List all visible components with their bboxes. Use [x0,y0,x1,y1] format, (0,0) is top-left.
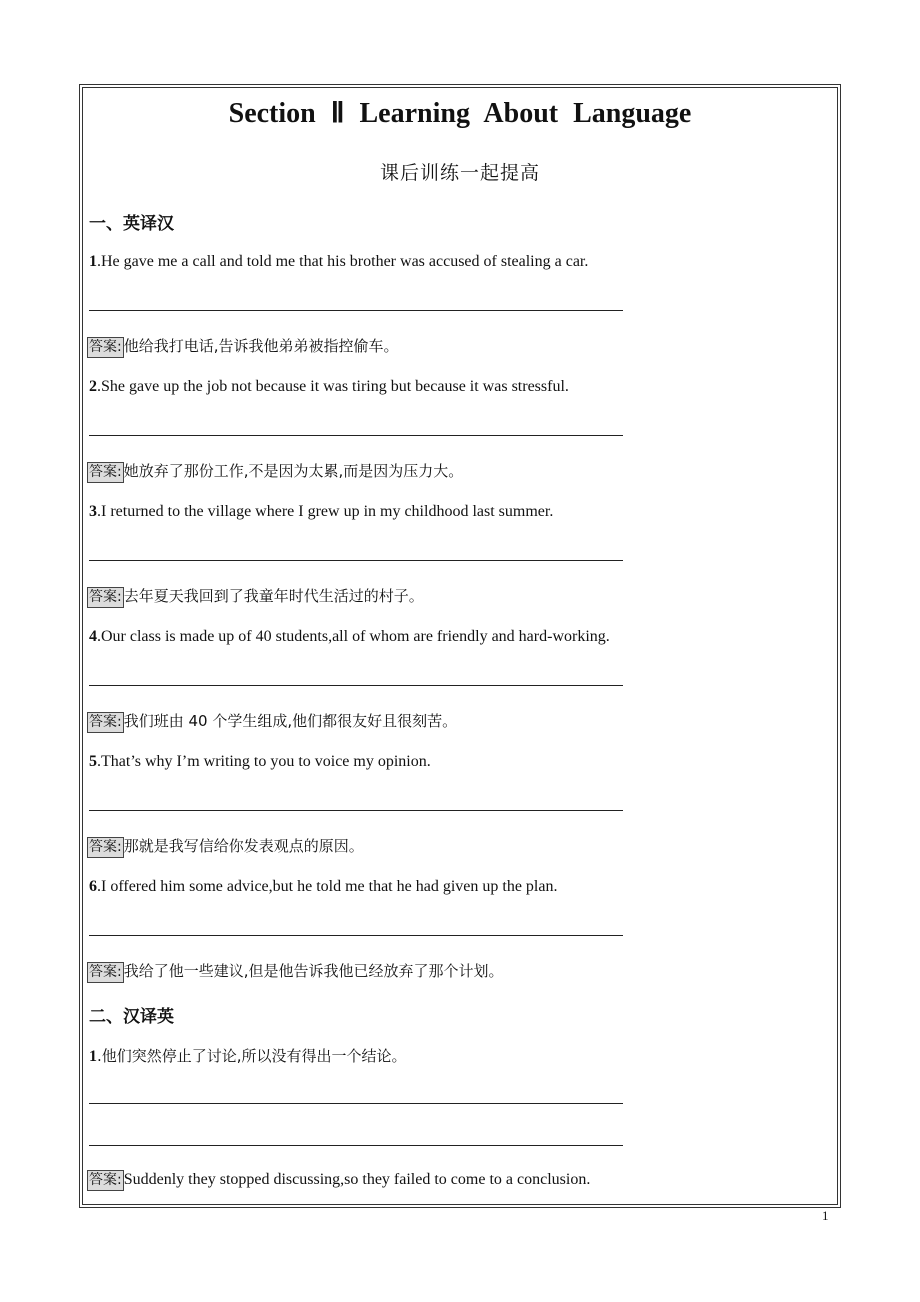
question-number: 3 [89,503,97,520]
answer-text: 他给我打电话,告诉我他弟弟被指控偷车。 [123,337,399,355]
answer-line[interactable] [89,810,623,811]
question-number: 4 [89,628,97,645]
answer-text: Suddenly they stopped discussing,so they failed to come to a conclusion. [123,1171,591,1188]
answer-text: 她放弃了那份工作,不是因为太累,而是因为压力大。 [123,462,464,480]
question-text: .That’s why I’m writing to you to voice my opinion. [97,753,431,770]
answer-3 [87,585,424,608]
answer-line[interactable] [89,685,623,686]
answer-label: 答案: [87,462,124,483]
answer-4 [87,710,457,733]
answer-line[interactable] [89,1103,623,1104]
question-number: 6 [89,878,97,895]
question-text: .She gave up the job not because it was tiring but because it was stressful. [97,378,569,395]
answer-line[interactable] [89,1145,623,1146]
question-text: .He gave me a call and told me that his brother was accused of stealing a car. [97,253,589,270]
question-1 [89,253,588,271]
answer-text: 去年夏天我回到了我童年时代生活过的村子。 [123,587,424,605]
question-text: .I returned to the village where I grew up in my childhood last summer. [97,503,554,520]
answer-line[interactable] [89,935,623,936]
answer-label: 答案: [87,337,124,358]
answer-label: 答案: [87,712,124,733]
answer-label: 答案: [87,587,124,608]
question-number: 5 [89,753,97,770]
answer-text: 我们班由 40 个学生组成,他们都很友好且很刻苦。 [123,712,458,730]
question-2 [89,378,569,396]
question-3 [89,503,553,521]
page-subtitle: 课后训练一起提高 [379,162,540,184]
question-cn-1 [89,1045,407,1066]
answer-text: 我给了他一些建议,但是他告诉我他已经放弃了那个计划。 [123,962,504,980]
section-heading-cn-to-en: 二、汉译英 [89,1007,174,1027]
question-text: .他们突然停止了讨论,所以没有得出一个结论。 [97,1047,407,1065]
answer-5 [87,835,364,858]
answer-6 [87,960,504,983]
answer-text: 那就是我写信给你发表观点的原因。 [123,837,364,855]
answer-label: 答案: [87,1170,124,1191]
question-text: .I offered him some advice,but he told me that he had given up the plan. [97,878,558,895]
question-4 [89,628,610,646]
question-6 [89,878,557,896]
question-number: 2 [89,378,97,395]
answer-2 [87,460,463,483]
answer-1 [87,335,399,358]
question-text: .Our class is made up of 40 students,all of whom are friendly and hard-working. [97,628,610,645]
answer-label: 答案: [87,962,124,983]
answer-line[interactable] [89,435,623,436]
answer-line[interactable] [89,310,623,311]
page-number: 1 [822,1208,829,1223]
answer-line[interactable] [89,560,623,561]
question-number: 1 [89,1048,97,1065]
answer-label: 答案: [87,837,124,858]
page-title: Section Ⅱ Learning About Language [228,98,692,129]
question-5 [89,753,431,771]
question-number: 1 [89,253,97,270]
section-heading-en-to-cn: 一、英译汉 [89,214,174,234]
answer-cn-1 [87,1170,590,1191]
